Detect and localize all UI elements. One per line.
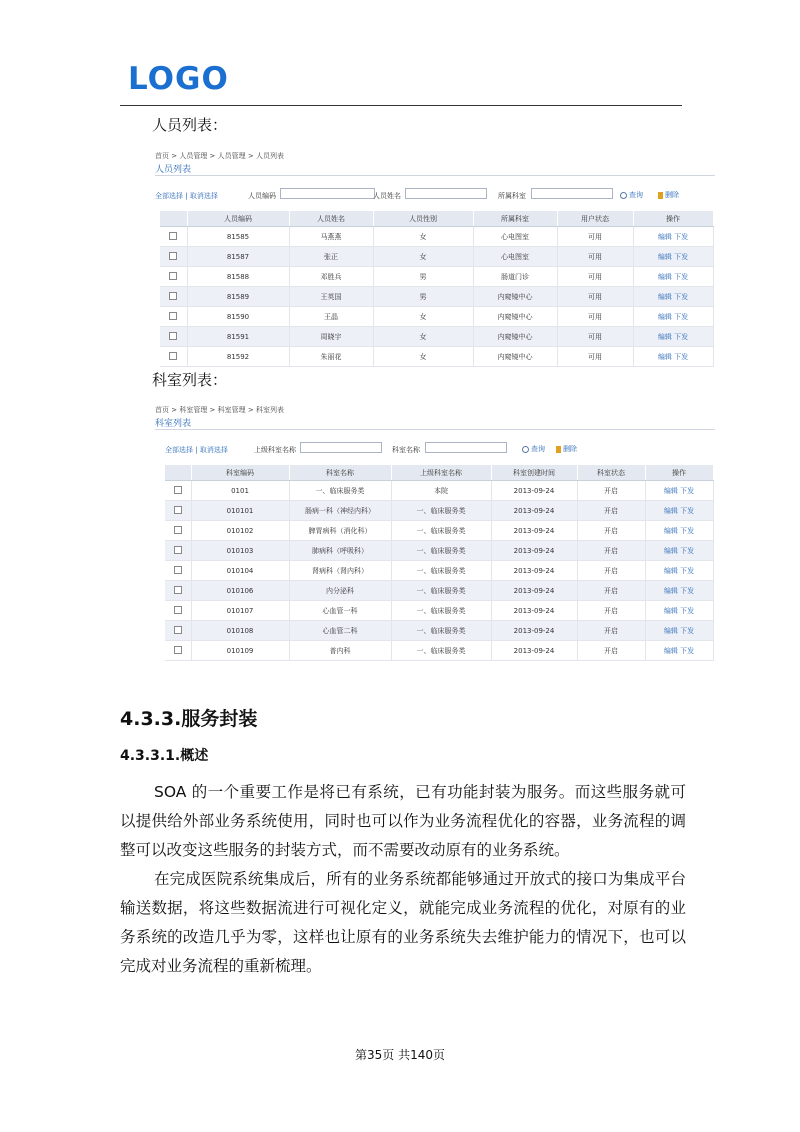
column-header: 所属科室 <box>473 211 557 227</box>
edit-link[interactable]: 编辑 <box>663 586 678 595</box>
row-actions <box>633 227 713 247</box>
row-actions <box>645 621 713 641</box>
table-cell: 朱丽花 <box>289 347 373 367</box>
row-checkbox-cell <box>165 541 191 561</box>
row-checkbox-cell <box>160 307 187 327</box>
table-cell: 81589 <box>187 287 289 307</box>
table-row <box>165 481 713 501</box>
column-header: 人员编码 <box>187 211 289 227</box>
row-checkbox-cell <box>160 287 187 307</box>
row-checkbox-cell <box>165 561 191 581</box>
send-link[interactable]: 下发 <box>680 486 695 495</box>
send-link[interactable]: 下发 <box>674 352 689 361</box>
column-header: 上级科室名称 <box>391 465 491 481</box>
paragraph: 在完成医院系统集成后，所有的业务系统都能够通过开放式的接口为集成平台输送数据，将这些数据流进行可视化定义，就能完成业务流程的优化，对原有的业务系统的改造几乎为零，这样也让原有的业务系统失去维护能力的情况下，也可以完成对业务流程的重新梳理。 <box>120 870 686 975</box>
logo: LOGO <box>128 61 229 97</box>
filter-label-parent-dept: 上级科室名称 <box>254 446 296 454</box>
send-link[interactable]: 下发 <box>674 252 689 261</box>
table-cell: 开启 <box>577 481 645 501</box>
table-cell: 马燕燕 <box>289 227 373 247</box>
table-cell: 2013-09-24 <box>491 541 577 561</box>
search-label: 查询 <box>629 191 643 199</box>
row-checkbox-cell <box>165 501 191 521</box>
table-cell: 内窥镜中心 <box>473 287 557 307</box>
table-cell: 邓胜兵 <box>289 267 373 287</box>
row-checkbox[interactable] <box>169 352 177 360</box>
table-row <box>160 307 713 327</box>
link-separator: | <box>195 446 198 454</box>
table-cell: 王英国 <box>289 287 373 307</box>
row-checkbox[interactable] <box>174 606 182 614</box>
row-checkbox-cell <box>160 347 187 367</box>
filter-label-dept: 所属科室 <box>498 192 526 200</box>
staff-code-input[interactable] <box>280 188 375 199</box>
search-button[interactable] <box>522 444 545 454</box>
edit-link[interactable]: 编辑 <box>657 352 672 361</box>
table-row <box>160 327 713 347</box>
send-link[interactable]: 下发 <box>680 626 695 635</box>
table-cell: 可用 <box>557 287 633 307</box>
table-row <box>160 247 713 267</box>
row-actions <box>645 601 713 621</box>
table-cell: 肠道门诊 <box>473 267 557 287</box>
table-row <box>165 601 713 621</box>
row-actions <box>633 307 713 327</box>
table-cell: 一、临床服务类 <box>391 621 491 641</box>
table-cell: 开启 <box>577 581 645 601</box>
table-cell: 开启 <box>577 621 645 641</box>
edit-link[interactable]: 编辑 <box>663 626 678 635</box>
table-cell: 心血管二科 <box>289 621 391 641</box>
table-cell: 普内科 <box>289 641 391 661</box>
filter-label-dept-name: 科室名称 <box>392 446 420 454</box>
edit-link[interactable]: 编辑 <box>663 646 678 655</box>
table-cell: 可用 <box>557 347 633 367</box>
table-cell: 开启 <box>577 541 645 561</box>
column-header: 科室状态 <box>577 465 645 481</box>
deselect-link[interactable]: 取消选择 <box>189 192 218 200</box>
breadcrumb: 首页 > 人员管理 > 人员管理 > 人员列表 <box>155 152 284 160</box>
page-title: 人员列表 <box>155 165 192 175</box>
row-checkbox[interactable] <box>169 272 177 280</box>
table-cell: 一、临床服务类 <box>391 581 491 601</box>
send-link[interactable]: 下发 <box>674 312 689 321</box>
search-button[interactable] <box>620 190 643 200</box>
row-checkbox[interactable] <box>169 252 177 260</box>
table-cell: 心血管一科 <box>289 601 391 621</box>
column-header: 人员姓名 <box>289 211 373 227</box>
table-cell: 可用 <box>557 247 633 267</box>
table-cell: 王晶 <box>289 307 373 327</box>
table-cell: 2013-09-24 <box>491 601 577 621</box>
table-cell: 开启 <box>577 641 645 661</box>
table-cell: 内窥镜中心 <box>473 347 557 367</box>
column-header: 用户状态 <box>557 211 633 227</box>
table-row <box>165 621 713 641</box>
row-checkbox[interactable] <box>169 312 177 320</box>
table-row <box>165 641 713 661</box>
row-checkbox-cell <box>160 247 187 267</box>
column-header <box>165 465 191 481</box>
table-cell: 81585 <box>187 227 289 247</box>
row-checkbox-cell <box>165 481 191 501</box>
header-divider <box>120 105 682 106</box>
table-row <box>160 227 713 247</box>
column-header: 科室创建时间 <box>491 465 577 481</box>
row-checkbox-cell <box>165 641 191 661</box>
row-checkbox[interactable] <box>174 506 182 514</box>
table-cell: 男 <box>373 267 473 287</box>
dept-name-input[interactable] <box>425 442 507 453</box>
dept-list-screenshot <box>150 400 715 655</box>
row-checkbox[interactable] <box>174 646 182 654</box>
edit-link[interactable]: 编辑 <box>663 526 678 535</box>
column-header: 操作 <box>645 465 713 481</box>
table-cell: 一、临床服务类 <box>391 641 491 661</box>
table-cell: 81592 <box>187 347 289 367</box>
table-cell: 81591 <box>187 327 289 347</box>
send-link[interactable]: 下发 <box>680 646 695 655</box>
table-cell: 开启 <box>577 561 645 581</box>
row-actions <box>633 327 713 347</box>
delete-button[interactable] <box>556 444 577 454</box>
row-checkbox-cell <box>165 581 191 601</box>
table-cell: 女 <box>373 247 473 267</box>
table-row <box>165 521 713 541</box>
select-all-link[interactable]: 全部选择 <box>155 192 183 200</box>
row-checkbox[interactable] <box>174 546 182 554</box>
send-link[interactable]: 下发 <box>674 292 689 301</box>
edit-link[interactable]: 编辑 <box>657 332 672 341</box>
send-link[interactable]: 下发 <box>674 272 689 281</box>
staff-section-label: 人员列表： <box>152 116 228 134</box>
filter-label-name: 人员姓名 <box>373 192 401 200</box>
table-header-row <box>165 465 713 481</box>
table-cell: 010109 <box>191 641 289 661</box>
row-actions <box>645 501 713 521</box>
edit-link[interactable]: 编辑 <box>663 606 678 615</box>
row-actions <box>633 267 713 287</box>
row-actions <box>645 561 713 581</box>
section-heading: 4.3.3.服务封装 <box>120 708 258 730</box>
edit-link[interactable]: 编辑 <box>663 566 678 575</box>
table-cell: 2013-09-24 <box>491 481 577 501</box>
staff-list-screenshot <box>150 146 715 361</box>
row-actions <box>645 581 713 601</box>
table-cell: 010104 <box>191 561 289 581</box>
subsection-heading: 4.3.3.1.概述 <box>120 748 209 764</box>
table-row <box>165 561 713 581</box>
row-checkbox-cell <box>160 227 187 247</box>
row-checkbox[interactable] <box>169 292 177 300</box>
table-cell: 2013-09-24 <box>491 581 577 601</box>
send-link[interactable]: 下发 <box>680 526 695 535</box>
row-actions <box>645 521 713 541</box>
table-cell: 开启 <box>577 501 645 521</box>
row-checkbox[interactable] <box>169 332 177 340</box>
row-checkbox-cell <box>160 327 187 347</box>
table-cell: 一、临床服务类 <box>391 521 491 541</box>
table-row <box>165 581 713 601</box>
table-row <box>160 287 713 307</box>
table-cell: 心电图室 <box>473 227 557 247</box>
table-cell: 81588 <box>187 267 289 287</box>
search-icon <box>620 192 627 199</box>
table-cell: 女 <box>373 227 473 247</box>
table-cell: 一、临床服务类 <box>391 541 491 561</box>
row-checkbox-cell <box>165 521 191 541</box>
table-cell: 010107 <box>191 601 289 621</box>
table-cell: 可用 <box>557 227 633 247</box>
table-cell: 010102 <box>191 521 289 541</box>
table-cell: 本院 <box>391 481 491 501</box>
trash-icon <box>658 192 663 199</box>
table-cell: 脾胃病科（消化科） <box>289 521 391 541</box>
row-checkbox[interactable] <box>174 486 182 494</box>
table-cell: 女 <box>373 347 473 367</box>
staff-dept-input[interactable] <box>531 188 613 199</box>
send-link[interactable]: 下发 <box>680 606 695 615</box>
row-actions <box>633 247 713 267</box>
row-checkbox[interactable] <box>174 566 182 574</box>
staff-name-input[interactable] <box>405 188 487 199</box>
link-separator: | <box>185 192 188 200</box>
table-cell: 010106 <box>191 581 289 601</box>
table-cell: 一、临床服务类 <box>391 601 491 621</box>
send-link[interactable]: 下发 <box>674 232 689 241</box>
row-checkbox-cell <box>165 621 191 641</box>
row-checkbox-cell <box>165 601 191 621</box>
table-cell: 肺病科（呼吸科） <box>289 541 391 561</box>
send-link[interactable]: 下发 <box>680 546 695 555</box>
table-row <box>160 347 713 367</box>
page-title: 科室列表 <box>155 419 192 429</box>
row-checkbox[interactable] <box>174 586 182 594</box>
breadcrumb: 首页 > 科室管理 > 科室管理 > 科室列表 <box>155 406 284 414</box>
table-cell: 2013-09-24 <box>491 621 577 641</box>
column-header: 人员性别 <box>373 211 473 227</box>
table-cell: 一、临床服务类 <box>391 561 491 581</box>
table-cell: 周晓宇 <box>289 327 373 347</box>
column-header <box>160 211 187 227</box>
row-actions <box>645 541 713 561</box>
table-cell: 81587 <box>187 247 289 267</box>
table-cell: 女 <box>373 307 473 327</box>
search-label: 查询 <box>531 445 545 453</box>
row-actions <box>633 287 713 307</box>
table-cell: 可用 <box>557 307 633 327</box>
row-actions <box>645 481 713 501</box>
table-cell: 肠病一科（神经内科） <box>289 501 391 521</box>
table-cell: 肾病科（肾内科） <box>289 561 391 581</box>
table-cell: 010103 <box>191 541 289 561</box>
title-divider <box>155 429 715 430</box>
edit-link[interactable]: 编辑 <box>657 312 672 321</box>
paragraph: SOA 的一个重要工作是将已有系统，已有功能封装为服务。而这些服务就可以提供给外部业务系统使用，同时也可以作为业务流程优化的容器，业务流程的调整可以改变这些服务的封装方式，而不需要改动原有的业务系统。 <box>120 783 686 859</box>
table-cell: 心电图室 <box>473 247 557 267</box>
delete-label: 删除 <box>563 445 577 453</box>
table-cell: 2013-09-24 <box>491 501 577 521</box>
edit-link[interactable]: 编辑 <box>657 292 672 301</box>
column-header: 科室编码 <box>191 465 289 481</box>
table-cell: 内窥镜中心 <box>473 307 557 327</box>
deselect-link[interactable]: 取消选择 <box>199 446 228 454</box>
table-cell: 2013-09-24 <box>491 641 577 661</box>
send-link[interactable]: 下发 <box>680 506 695 515</box>
table-cell: 开启 <box>577 521 645 541</box>
table-cell: 内窥镜中心 <box>473 327 557 347</box>
row-actions <box>645 641 713 661</box>
search-icon <box>522 446 529 453</box>
dept-table <box>165 465 714 661</box>
table-cell: 张正 <box>289 247 373 267</box>
page-number: 第35页 共140页 <box>355 1048 445 1062</box>
row-checkbox[interactable] <box>174 526 182 534</box>
row-checkbox-cell <box>160 267 187 287</box>
table-cell: 内分泌科 <box>289 581 391 601</box>
edit-link[interactable]: 编辑 <box>657 272 672 281</box>
table-cell: 2013-09-24 <box>491 561 577 581</box>
delete-label: 删除 <box>665 191 679 199</box>
table-cell: 一、临床服务类 <box>289 481 391 501</box>
table-row <box>165 501 713 521</box>
table-row <box>165 541 713 561</box>
dept-section-label: 科室列表： <box>152 371 228 389</box>
trash-icon <box>556 446 561 453</box>
row-checkbox[interactable] <box>169 232 177 240</box>
delete-button[interactable] <box>658 190 679 200</box>
send-link[interactable]: 下发 <box>674 332 689 341</box>
filter-label-code: 人员编码 <box>248 192 276 200</box>
selection-links <box>155 191 218 201</box>
staff-table <box>160 211 714 367</box>
table-cell: 010101 <box>191 501 289 521</box>
table-row <box>160 267 713 287</box>
table-header-row <box>160 211 713 227</box>
table-cell: 开启 <box>577 601 645 621</box>
edit-link[interactable]: 编辑 <box>657 252 672 261</box>
edit-link[interactable]: 编辑 <box>657 232 672 241</box>
row-actions <box>633 347 713 367</box>
send-link[interactable]: 下发 <box>680 586 695 595</box>
table-cell: 81590 <box>187 307 289 327</box>
table-cell: 010108 <box>191 621 289 641</box>
edit-link[interactable]: 编辑 <box>663 506 678 515</box>
table-cell: 可用 <box>557 327 633 347</box>
table-cell: 男 <box>373 287 473 307</box>
edit-link[interactable]: 编辑 <box>663 546 678 555</box>
column-header: 操作 <box>633 211 713 227</box>
table-cell: 女 <box>373 327 473 347</box>
selection-links <box>165 445 228 455</box>
row-checkbox[interactable] <box>174 626 182 634</box>
table-cell: 可用 <box>557 267 633 287</box>
send-link[interactable]: 下发 <box>680 566 695 575</box>
table-cell: 一、临床服务类 <box>391 501 491 521</box>
edit-link[interactable]: 编辑 <box>663 486 678 495</box>
title-divider <box>155 175 715 176</box>
parent-dept-input[interactable] <box>300 442 382 453</box>
select-all-link[interactable]: 全部选择 <box>165 446 193 454</box>
column-header: 科室名称 <box>289 465 391 481</box>
table-cell: 2013-09-24 <box>491 521 577 541</box>
table-cell: 0101 <box>191 481 289 501</box>
